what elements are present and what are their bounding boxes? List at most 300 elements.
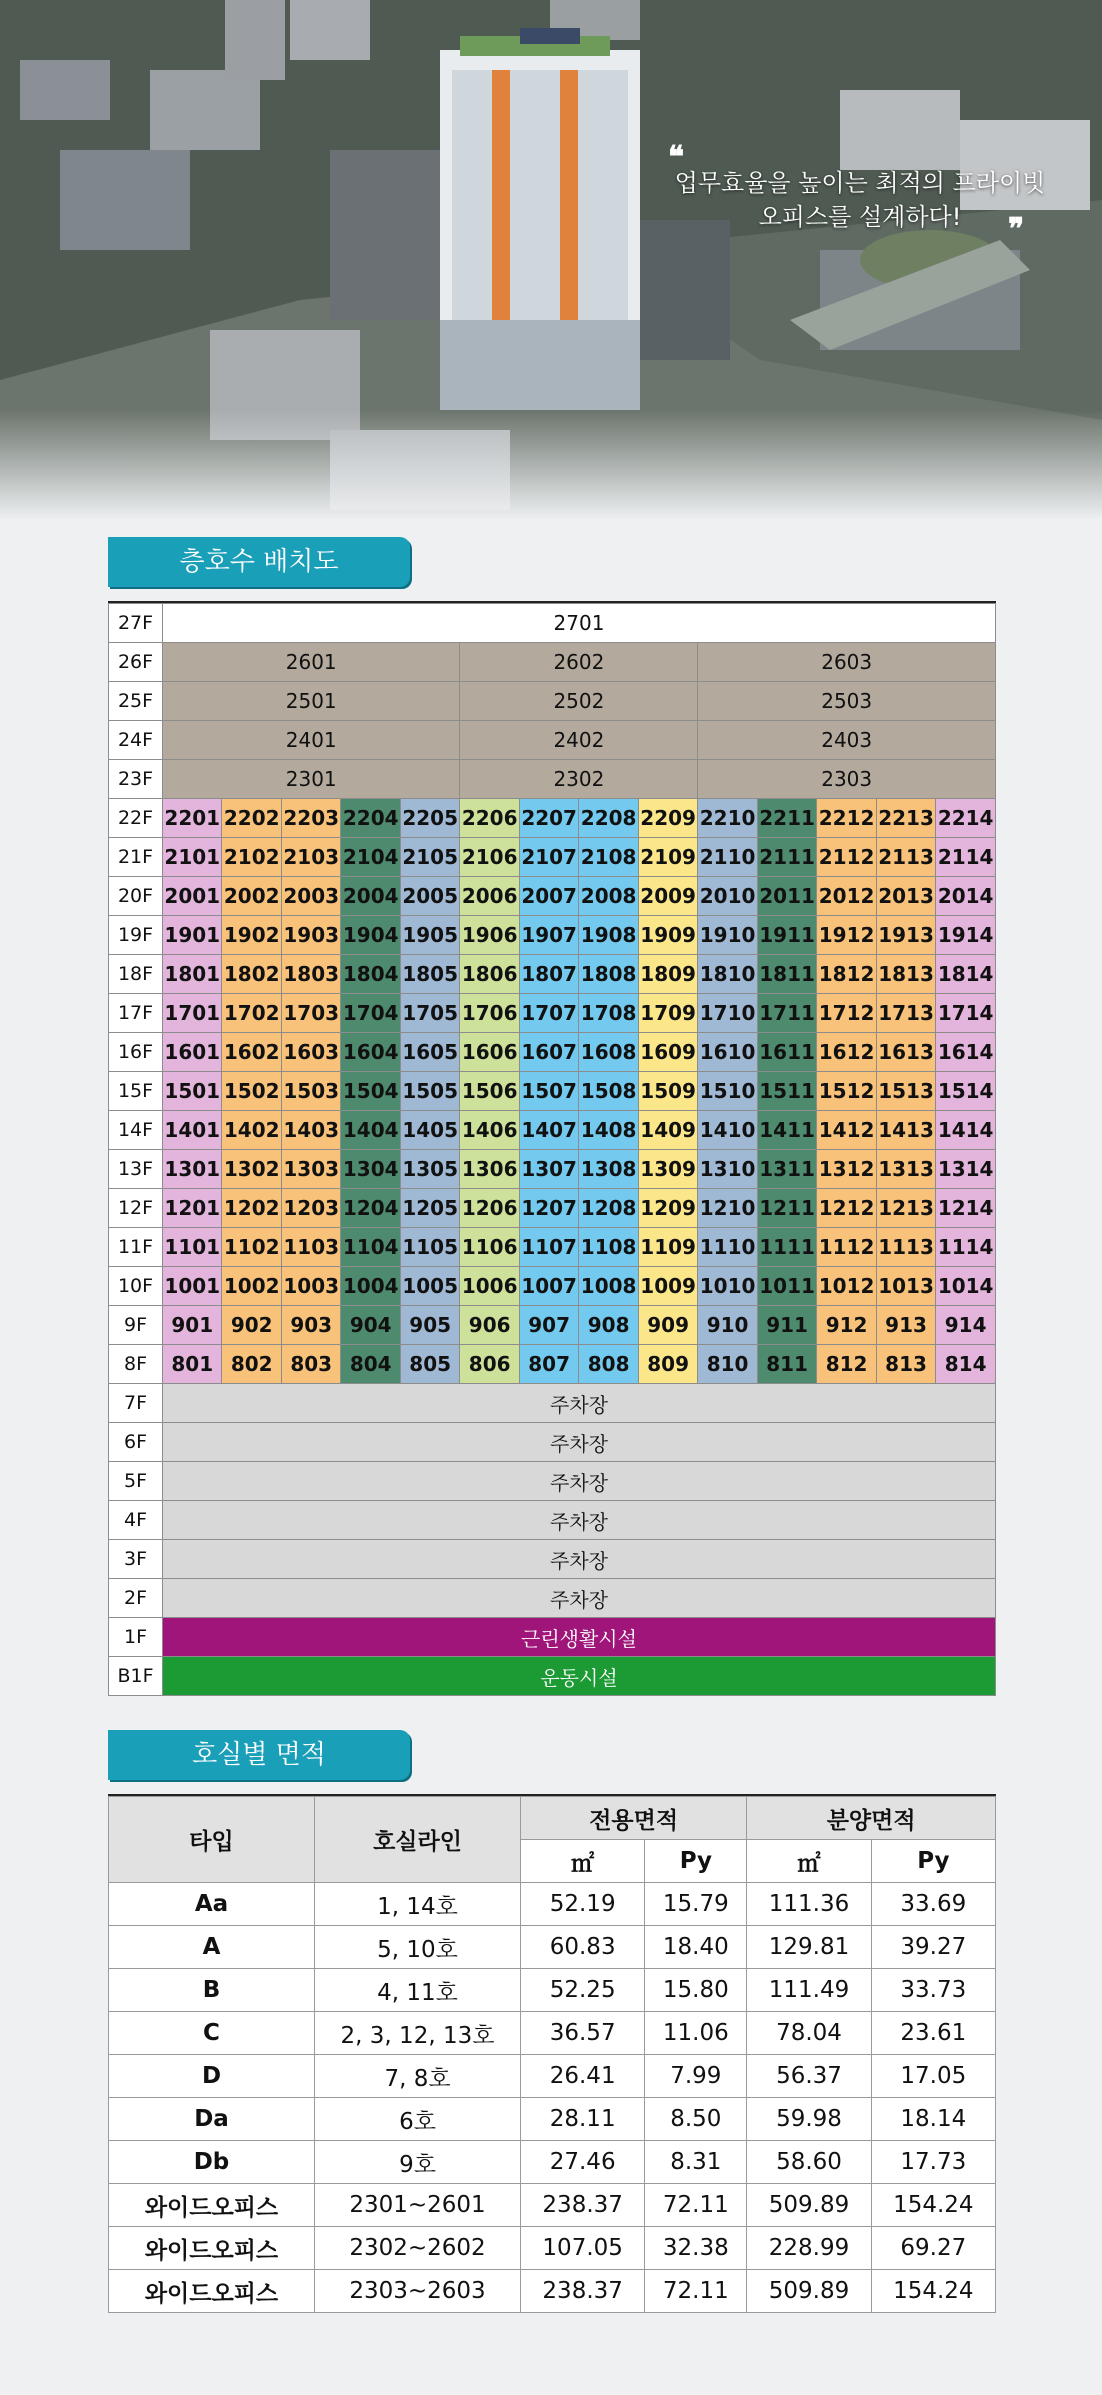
area-cell-ex-m2: 238.37	[521, 2270, 645, 2313]
unit-cell: 1402	[222, 1111, 281, 1150]
wide-office-unit: 2403	[698, 721, 996, 760]
floor-row	[109, 721, 996, 760]
wide-office-unit: 2402	[460, 721, 698, 760]
unit-cell: 1705	[400, 994, 459, 1033]
parking-cell: 주차장	[163, 1423, 996, 1462]
unit-cell: 908	[579, 1306, 638, 1345]
unit-cell: 914	[936, 1306, 996, 1345]
unit-cell: 2101	[163, 838, 222, 877]
unit-cell: 1001	[163, 1267, 222, 1306]
unit-cell: 1710	[698, 994, 757, 1033]
table-row	[109, 2098, 996, 2141]
wide-office-unit: 2401	[163, 721, 460, 760]
hero-fade	[0, 410, 1102, 520]
unit-cell: 1312	[817, 1150, 876, 1189]
unit-cell: 1707	[519, 994, 578, 1033]
floor-row	[109, 1072, 996, 1111]
area-cell-ex-py: 15.80	[645, 1969, 747, 2012]
unit-cell: 1109	[638, 1228, 697, 1267]
unit-cell: 1306	[460, 1150, 519, 1189]
area-cell-type: D	[109, 2055, 315, 2098]
unit-cell: 1305	[400, 1150, 459, 1189]
wide-office-unit: 2602	[460, 643, 698, 682]
floor-label: 12F	[109, 1189, 163, 1228]
table-row	[109, 1969, 996, 2012]
unit-cell: 1411	[757, 1111, 816, 1150]
unit-cell: 810	[698, 1345, 757, 1384]
area-cell-type: Db	[109, 2141, 315, 2184]
unit-cell: 1511	[757, 1072, 816, 1111]
unit-cell: 1703	[281, 994, 340, 1033]
unit-cell: 1606	[460, 1033, 519, 1072]
unit-cell: 2111	[757, 838, 816, 877]
unit-cell: 1806	[460, 955, 519, 994]
floor-row	[109, 760, 996, 799]
unit-cell: 1612	[817, 1033, 876, 1072]
unit-cell: 1210	[698, 1189, 757, 1228]
unit-cell: 2006	[460, 877, 519, 916]
unit-cell: 1614	[936, 1033, 996, 1072]
unit-cell: 1202	[222, 1189, 281, 1228]
unit-cell: 2212	[817, 799, 876, 838]
floor-label: 7F	[109, 1384, 163, 1423]
floor-plan-title: 층호수 배치도	[108, 537, 410, 587]
unit-cell: 1905	[400, 916, 459, 955]
area-cell-sp-m2: 56.37	[747, 2055, 871, 2098]
unit-cell: 2010	[698, 877, 757, 916]
floor-label: 3F	[109, 1540, 163, 1579]
unit-cell: 1105	[400, 1228, 459, 1267]
floor-label: 2F	[109, 1579, 163, 1618]
unit-cell: 1803	[281, 955, 340, 994]
area-cell-ex-py: 11.06	[645, 2012, 747, 2055]
unit-cell: 1601	[163, 1033, 222, 1072]
area-cell-type: Da	[109, 2098, 315, 2141]
unit-cell: 1409	[638, 1111, 697, 1150]
unit-cell: 2007	[519, 877, 578, 916]
area-cell-sp-py: 154.24	[871, 2184, 995, 2227]
table-row	[109, 2141, 996, 2184]
unit-cell: 813	[876, 1345, 935, 1384]
unit-cell: 1211	[757, 1189, 816, 1228]
unit-cell: 1613	[876, 1033, 935, 1072]
unit-cell: 806	[460, 1345, 519, 1384]
floor-label: 9F	[109, 1306, 163, 1345]
unit-cell: 1508	[579, 1072, 638, 1111]
unit-cell: 1506	[460, 1072, 519, 1111]
hero-tagline	[660, 166, 1060, 234]
area-cell-sp-m2: 509.89	[747, 2270, 871, 2313]
header-exclusive: 전용면적	[521, 1797, 747, 1840]
tagline-line-2: 오피스를 설계하다!	[758, 203, 962, 231]
unit-cell: 1405	[400, 1111, 459, 1150]
unit-cell: 1107	[519, 1228, 578, 1267]
floor-label: 10F	[109, 1267, 163, 1306]
unit-cell: 901	[163, 1306, 222, 1345]
unit-cell: 2106	[460, 838, 519, 877]
area-cell-ex-py: 7.99	[645, 2055, 747, 2098]
unit-cell: 1813	[876, 955, 935, 994]
area-cell-sp-m2: 59.98	[747, 2098, 871, 2141]
parking-cell: 주차장	[163, 1462, 996, 1501]
area-cell-ex-py: 72.11	[645, 2270, 747, 2313]
floor-row	[109, 1423, 996, 1462]
unit-cell: 1103	[281, 1228, 340, 1267]
unit-cell: 909	[638, 1306, 697, 1345]
floor-label: 4F	[109, 1501, 163, 1540]
table-row	[109, 1883, 996, 1926]
unit-cell: 1214	[936, 1189, 996, 1228]
unit-cell: 1501	[163, 1072, 222, 1111]
floor-row	[109, 877, 996, 916]
unit-cell: 1314	[936, 1150, 996, 1189]
unit-cell: 1801	[163, 955, 222, 994]
area-cell-sp-m2: 228.99	[747, 2227, 871, 2270]
unit-cell: 1208	[579, 1189, 638, 1228]
unit-cell: 1504	[341, 1072, 400, 1111]
wide-office-unit: 2503	[698, 682, 996, 721]
unit-cell: 1701	[163, 994, 222, 1033]
retail-cell: 근린생활시설	[163, 1618, 996, 1657]
unit-cell: 1807	[519, 955, 578, 994]
tagline-line-1: 업무효율을 높이는 최적의 프라이빗	[674, 169, 1046, 197]
floor-row	[109, 916, 996, 955]
unit-cell: 1505	[400, 1072, 459, 1111]
floor-row	[109, 1579, 996, 1618]
unit-cell: 2208	[579, 799, 638, 838]
area-cell-ex-m2: 28.11	[521, 2098, 645, 2141]
floor-row	[109, 1462, 996, 1501]
area-cell-sp-m2: 509.89	[747, 2184, 871, 2227]
unit-cell: 2001	[163, 877, 222, 916]
area-cell-line: 6호	[315, 2098, 521, 2141]
floor-label: 1F	[109, 1618, 163, 1657]
area-cell-sp-py: 39.27	[871, 1926, 995, 1969]
floor-row	[109, 1540, 996, 1579]
area-cell-line: 2302~2602	[315, 2227, 521, 2270]
unit-cell: 1401	[163, 1111, 222, 1150]
unit-cell: 1804	[341, 955, 400, 994]
unit-cell: 1814	[936, 955, 996, 994]
unit-cell: 2205	[400, 799, 459, 838]
unit-cell: 1811	[757, 955, 816, 994]
unit-cell: 2002	[222, 877, 281, 916]
area-cell-ex-m2: 238.37	[521, 2184, 645, 2227]
unit-cell: 1102	[222, 1228, 281, 1267]
unit-cell: 1111	[757, 1228, 816, 1267]
floor-row	[109, 955, 996, 994]
unit-cell: 1304	[341, 1150, 400, 1189]
unit-cell: 1711	[757, 994, 816, 1033]
unit-cell: 804	[341, 1345, 400, 1384]
floor-label: 19F	[109, 916, 163, 955]
unit-cell: 807	[519, 1345, 578, 1384]
unit-cell: 1802	[222, 955, 281, 994]
unit-cell: 1005	[400, 1267, 459, 1306]
unit-cell: 1003	[281, 1267, 340, 1306]
unit-cell: 904	[341, 1306, 400, 1345]
unit-cell: 1611	[757, 1033, 816, 1072]
unit-cell: 2012	[817, 877, 876, 916]
unit-cell: 2013	[876, 877, 935, 916]
area-cell-sp-py: 23.61	[871, 2012, 995, 2055]
unit-cell: 1708	[579, 994, 638, 1033]
wide-office-unit: 2501	[163, 682, 460, 721]
area-cell-line: 7, 8호	[315, 2055, 521, 2098]
quote-close-icon: ❞	[1008, 212, 1025, 247]
unit-cell: 1313	[876, 1150, 935, 1189]
floor-row	[109, 1306, 996, 1345]
unit-cell: 2211	[757, 799, 816, 838]
floor-row	[109, 604, 996, 643]
unit-cell: 1709	[638, 994, 697, 1033]
unit-cell: 1502	[222, 1072, 281, 1111]
unit-cell: 2110	[698, 838, 757, 877]
area-cell-ex-py: 18.40	[645, 1926, 747, 1969]
unit-cell: 1301	[163, 1150, 222, 1189]
area-cell-ex-py: 72.11	[645, 2184, 747, 2227]
table-row	[109, 2227, 996, 2270]
area-cell-ex-m2: 52.25	[521, 1969, 645, 2012]
area-cell-ex-m2: 36.57	[521, 2012, 645, 2055]
unit-cell: 2210	[698, 799, 757, 838]
area-cell-sp-m2: 111.36	[747, 1883, 871, 1926]
unit-cell: 2214	[936, 799, 996, 838]
unit-cell: 2008	[579, 877, 638, 916]
unit-cell: 1604	[341, 1033, 400, 1072]
unit-cell: 2213	[876, 799, 935, 838]
unit-cell: 1913	[876, 916, 935, 955]
unit-cell: 1114	[936, 1228, 996, 1267]
table-row	[109, 2270, 996, 2313]
quote-open-icon: ❝	[668, 140, 685, 175]
header-sp-m2: ㎡	[747, 1840, 871, 1883]
floor-row	[109, 1345, 996, 1384]
header-supply: 분양면적	[747, 1797, 996, 1840]
unit-cell: 1011	[757, 1267, 816, 1306]
floor-row	[109, 994, 996, 1033]
header-sp-py: Py	[871, 1840, 995, 1883]
unit-cell: 1512	[817, 1072, 876, 1111]
unit-cell: 1404	[341, 1111, 400, 1150]
unit-cell: 1610	[698, 1033, 757, 1072]
area-title: 호실별 면적	[108, 1730, 410, 1780]
unit-cell: 2005	[400, 877, 459, 916]
floor-label: 6F	[109, 1423, 163, 1462]
area-cell-line: 2303~2603	[315, 2270, 521, 2313]
unit-cell: 1914	[936, 916, 996, 955]
floor-label: 15F	[109, 1072, 163, 1111]
unit-cell: 1607	[519, 1033, 578, 1072]
unit-cell: 1912	[817, 916, 876, 955]
unit-cell: 1503	[281, 1072, 340, 1111]
floor-row	[109, 1111, 996, 1150]
unit-cell: 2209	[638, 799, 697, 838]
unit-cell: 1112	[817, 1228, 876, 1267]
unit-cell: 2201	[163, 799, 222, 838]
unit-cell: 2203	[281, 799, 340, 838]
floor-label: 25F	[109, 682, 163, 721]
floor-label: 20F	[109, 877, 163, 916]
unit-cell: 1412	[817, 1111, 876, 1150]
fitness-cell: 운동시설	[163, 1657, 996, 1696]
floor-label: B1F	[109, 1657, 163, 1696]
penthouse-unit: 2701	[163, 604, 996, 643]
floor-row	[109, 799, 996, 838]
unit-cell: 1308	[579, 1150, 638, 1189]
unit-cell: 1407	[519, 1111, 578, 1150]
unit-cell: 2009	[638, 877, 697, 916]
unit-cell: 1212	[817, 1189, 876, 1228]
floor-label: 18F	[109, 955, 163, 994]
unit-cell: 911	[757, 1306, 816, 1345]
floor-row	[109, 1267, 996, 1306]
unit-cell: 803	[281, 1345, 340, 1384]
table-row	[109, 1926, 996, 1969]
unit-cell: 907	[519, 1306, 578, 1345]
floor-label: 8F	[109, 1345, 163, 1384]
unit-cell: 808	[579, 1345, 638, 1384]
unit-cell: 1110	[698, 1228, 757, 1267]
floor-label: 17F	[109, 994, 163, 1033]
unit-cell: 905	[400, 1306, 459, 1345]
unit-cell: 1413	[876, 1111, 935, 1150]
wide-office-unit: 2502	[460, 682, 698, 721]
unit-cell: 1113	[876, 1228, 935, 1267]
parking-cell: 주차장	[163, 1501, 996, 1540]
area-cell-type: 와이드오피스	[109, 2227, 315, 2270]
unit-cell: 1310	[698, 1150, 757, 1189]
unit-cell: 1910	[698, 916, 757, 955]
unit-cell: 1002	[222, 1267, 281, 1306]
floor-label: 23F	[109, 760, 163, 799]
unit-cell: 1609	[638, 1033, 697, 1072]
floor-row	[109, 1384, 996, 1423]
unit-cell: 1311	[757, 1150, 816, 1189]
floor-row	[109, 1033, 996, 1072]
unit-cell: 2011	[757, 877, 816, 916]
unit-cell: 1302	[222, 1150, 281, 1189]
area-cell-ex-py: 8.31	[645, 2141, 747, 2184]
unit-cell: 1712	[817, 994, 876, 1033]
unit-cell: 1014	[936, 1267, 996, 1306]
unit-cell: 1714	[936, 994, 996, 1033]
unit-cell: 1909	[638, 916, 697, 955]
unit-cell: 2204	[341, 799, 400, 838]
unit-cell: 912	[817, 1306, 876, 1345]
unit-cell: 1808	[579, 955, 638, 994]
unit-cell: 2014	[936, 877, 996, 916]
unit-cell: 2102	[222, 838, 281, 877]
area-cell-type: C	[109, 2012, 315, 2055]
header-ex-py: Py	[645, 1840, 747, 1883]
area-cell-type: 와이드오피스	[109, 2184, 315, 2227]
floor-row	[109, 838, 996, 877]
parking-cell: 주차장	[163, 1540, 996, 1579]
floor-label: 14F	[109, 1111, 163, 1150]
unit-cell: 2113	[876, 838, 935, 877]
unit-cell: 1810	[698, 955, 757, 994]
area-cell-sp-m2: 129.81	[747, 1926, 871, 1969]
unit-cell: 1902	[222, 916, 281, 955]
unit-cell: 1007	[519, 1267, 578, 1306]
floor-label: 21F	[109, 838, 163, 877]
unit-cell: 1303	[281, 1150, 340, 1189]
area-cell-ex-py: 32.38	[645, 2227, 747, 2270]
unit-cell: 2003	[281, 877, 340, 916]
unit-cell: 2206	[460, 799, 519, 838]
floor-unit-table	[108, 603, 996, 1696]
hero-rendering	[0, 0, 1102, 520]
unit-cell: 1908	[579, 916, 638, 955]
unit-cell: 1406	[460, 1111, 519, 1150]
unit-cell: 1907	[519, 916, 578, 955]
unit-cell: 1510	[698, 1072, 757, 1111]
unit-cell: 1906	[460, 916, 519, 955]
unit-cell: 1013	[876, 1267, 935, 1306]
unit-cell: 1911	[757, 916, 816, 955]
header-ex-m2: ㎡	[521, 1840, 645, 1883]
unit-cell: 2207	[519, 799, 578, 838]
unit-cell: 2109	[638, 838, 697, 877]
area-cell-line: 2, 3, 12, 13호	[315, 2012, 521, 2055]
floor-row	[109, 1150, 996, 1189]
unit-cell: 1207	[519, 1189, 578, 1228]
unit-cell: 1010	[698, 1267, 757, 1306]
floor-row	[109, 643, 996, 682]
wide-office-unit: 2301	[163, 760, 460, 799]
unit-cell: 2202	[222, 799, 281, 838]
unit-cell: 811	[757, 1345, 816, 1384]
unit-cell: 1605	[400, 1033, 459, 1072]
unit-cell: 1904	[341, 916, 400, 955]
unit-cell: 1713	[876, 994, 935, 1033]
unit-cell: 1410	[698, 1111, 757, 1150]
unit-cell: 1901	[163, 916, 222, 955]
parking-cell: 주차장	[163, 1384, 996, 1423]
floor-label: 11F	[109, 1228, 163, 1267]
unit-cell: 812	[817, 1345, 876, 1384]
area-cell-line: 4, 11호	[315, 1969, 521, 2012]
area-cell-ex-m2: 27.46	[521, 2141, 645, 2184]
unit-cell: 902	[222, 1306, 281, 1345]
unit-cell: 1513	[876, 1072, 935, 1111]
unit-cell: 1704	[341, 994, 400, 1033]
unit-cell: 1206	[460, 1189, 519, 1228]
header-type: 타입	[109, 1797, 315, 1883]
area-cell-sp-py: 17.73	[871, 2141, 995, 2184]
unit-cell: 2103	[281, 838, 340, 877]
area-cell-ex-m2: 107.05	[521, 2227, 645, 2270]
unit-cell: 1104	[341, 1228, 400, 1267]
floor-row	[109, 1618, 996, 1657]
unit-cell: 2004	[341, 877, 400, 916]
area-cell-sp-py: 33.69	[871, 1883, 995, 1926]
area-cell-sp-m2: 111.49	[747, 1969, 871, 2012]
wide-office-unit: 2603	[698, 643, 996, 682]
floor-row	[109, 682, 996, 721]
area-cell-sp-py: 33.73	[871, 1969, 995, 2012]
table-row	[109, 2012, 996, 2055]
area-cell-line: 9호	[315, 2141, 521, 2184]
area-cell-line: 1, 14호	[315, 1883, 521, 1926]
unit-cell: 1805	[400, 955, 459, 994]
area-cell-type: 와이드오피스	[109, 2270, 315, 2313]
unit-cell: 1009	[638, 1267, 697, 1306]
unit-cell: 1213	[876, 1189, 935, 1228]
area-cell-line: 2301~2601	[315, 2184, 521, 2227]
unit-cell: 1108	[579, 1228, 638, 1267]
